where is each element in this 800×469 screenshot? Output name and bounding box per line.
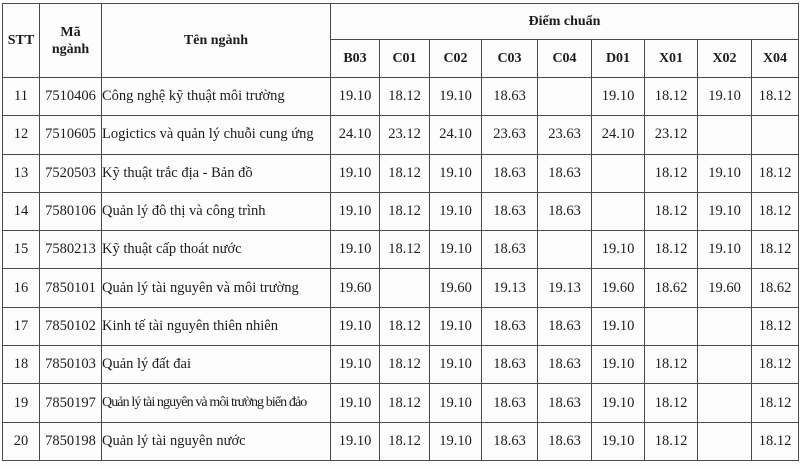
row-major-name: Kinh tế tài nguyên thiên nhiên (102, 307, 331, 345)
score-c02: 19.10 (430, 422, 482, 460)
score-d01: 19.10 (592, 307, 645, 345)
score-c03: 18.63 (482, 192, 538, 230)
score-x04: 18.12 (752, 231, 799, 269)
score-b03: 19.10 (331, 192, 380, 230)
score-c04: 18.63 (538, 154, 592, 192)
table-row (3, 384, 799, 422)
table-row (3, 307, 799, 345)
score-c02: 19.10 (430, 192, 482, 230)
row-stt: 12 (3, 116, 40, 154)
table-row (3, 116, 799, 154)
score-x01: 23.12 (645, 116, 698, 154)
score-x04: 18.12 (752, 346, 799, 384)
header-subject-d01: D01 (592, 40, 645, 78)
score-c02: 19.10 (430, 78, 482, 116)
score-d01 (592, 154, 645, 192)
score-x01: 18.12 (645, 346, 698, 384)
header-subject-c03: C03 (482, 40, 538, 78)
score-c02: 19.10 (430, 231, 482, 269)
score-x02 (698, 384, 752, 422)
score-c02: 19.10 (430, 154, 482, 192)
score-x01 (645, 307, 698, 345)
score-x01: 18.12 (645, 154, 698, 192)
score-d01: 24.10 (592, 116, 645, 154)
header-subject-c02: C02 (430, 40, 482, 78)
score-x04: 18.12 (752, 384, 799, 422)
score-c01: 18.12 (380, 346, 430, 384)
score-c02: 19.10 (430, 346, 482, 384)
score-x02 (698, 422, 752, 460)
score-c03: 18.63 (482, 154, 538, 192)
score-b03: 19.60 (331, 269, 380, 307)
score-d01 (592, 192, 645, 230)
score-b03: 19.10 (331, 422, 380, 460)
header-subject-x01: X01 (645, 40, 698, 78)
score-c03: 18.63 (482, 384, 538, 422)
score-c01: 23.12 (380, 116, 430, 154)
score-c04: 18.63 (538, 346, 592, 384)
row-major-code: 7580213 (40, 231, 102, 269)
admission-scores-table (2, 3, 799, 461)
score-b03: 19.10 (331, 78, 380, 116)
score-c01: 18.12 (380, 154, 430, 192)
score-d01: 19.10 (592, 422, 645, 460)
score-x01: 18.12 (645, 231, 698, 269)
header-code-label: Mã ngành (51, 24, 90, 57)
score-c04 (538, 231, 592, 269)
score-c03: 18.63 (482, 346, 538, 384)
row-stt: 11 (3, 78, 40, 116)
row-major-code: 7850102 (40, 307, 102, 345)
row-major-name: Kỹ thuật cấp thoát nước (102, 231, 331, 269)
table-row (3, 422, 799, 460)
score-c02: 19.10 (430, 384, 482, 422)
score-c03: 18.63 (482, 78, 538, 116)
row-major-name: Logictics và quản lý chuỗi cung ứng (102, 116, 331, 154)
score-x02: 19.10 (698, 154, 752, 192)
score-b03: 19.10 (331, 346, 380, 384)
score-c04: 23.63 (538, 116, 592, 154)
table-header (3, 4, 799, 78)
header-subject-x02: X02 (698, 40, 752, 78)
row-stt: 16 (3, 269, 40, 307)
table-row (3, 192, 799, 230)
score-c04: 18.63 (538, 307, 592, 345)
row-stt: 15 (3, 231, 40, 269)
score-x01: 18.12 (645, 384, 698, 422)
row-stt: 18 (3, 346, 40, 384)
score-d01: 19.60 (592, 269, 645, 307)
score-x01: 18.12 (645, 192, 698, 230)
score-c04 (538, 78, 592, 116)
row-major-code: 7510605 (40, 116, 102, 154)
score-c03: 19.13 (482, 269, 538, 307)
score-x02: 19.60 (698, 269, 752, 307)
score-x02: 19.10 (698, 231, 752, 269)
score-x01: 18.12 (645, 422, 698, 460)
score-c01: 18.12 (380, 78, 430, 116)
score-x04: 18.12 (752, 192, 799, 230)
row-major-code: 7580106 (40, 192, 102, 230)
header-score-group: Điểm chuẩn (331, 4, 799, 40)
score-d01: 19.10 (592, 346, 645, 384)
score-c01: 18.12 (380, 384, 430, 422)
row-major-code: 7510406 (40, 78, 102, 116)
row-major-code: 7850103 (40, 346, 102, 384)
score-x04: 18.62 (752, 269, 799, 307)
header-code (40, 4, 102, 78)
score-c03: 18.63 (482, 231, 538, 269)
score-c03: 23.63 (482, 116, 538, 154)
table-row (3, 269, 799, 307)
row-stt: 14 (3, 192, 40, 230)
score-c04: 18.63 (538, 422, 592, 460)
row-major-code: 7520503 (40, 154, 102, 192)
score-b03: 19.10 (331, 231, 380, 269)
score-c03: 18.63 (482, 422, 538, 460)
score-c02: 19.60 (430, 269, 482, 307)
score-b03: 19.10 (331, 307, 380, 345)
row-major-name: Quản lý đất đai (102, 346, 331, 384)
table-row (3, 231, 799, 269)
row-stt: 20 (3, 422, 40, 460)
table-body (3, 78, 799, 461)
row-major-code: 7850101 (40, 269, 102, 307)
score-c04: 18.63 (538, 192, 592, 230)
score-x04: 18.12 (752, 422, 799, 460)
header-subject-b03: B03 (331, 40, 380, 78)
header-name: Tên ngành (102, 4, 331, 78)
score-x04: 18.12 (752, 307, 799, 345)
row-major-name: Kỹ thuật trắc địa - Bản đồ (102, 154, 331, 192)
score-b03: 19.10 (331, 154, 380, 192)
row-major-name: Công nghệ kỹ thuật môi trường (102, 78, 331, 116)
header-subject-x04: X04 (752, 40, 799, 78)
score-c01: 18.12 (380, 231, 430, 269)
score-c01: 18.12 (380, 307, 430, 345)
score-x02 (698, 346, 752, 384)
score-c03: 18.63 (482, 307, 538, 345)
score-b03: 24.10 (331, 116, 380, 154)
row-major-name: Quản lý tài nguyên nước (102, 422, 331, 460)
header-stt: STT (3, 4, 40, 78)
score-d01: 19.10 (592, 384, 645, 422)
score-c01: 18.12 (380, 422, 430, 460)
score-x02 (698, 116, 752, 154)
row-stt: 19 (3, 384, 40, 422)
score-x02: 19.10 (698, 192, 752, 230)
header-subject-c01: C01 (380, 40, 430, 78)
score-c04: 18.63 (538, 384, 592, 422)
score-d01: 19.10 (592, 78, 645, 116)
row-major-name: Quản lý tài nguyên và môi trường biển đảo (102, 384, 331, 422)
row-stt: 17 (3, 307, 40, 345)
score-c01 (380, 269, 430, 307)
table-row (3, 154, 799, 192)
row-major-name: Quản lý đô thị và công trình (102, 192, 331, 230)
score-x02: 19.10 (698, 78, 752, 116)
score-x04: 18.12 (752, 78, 799, 116)
score-x04: 18.12 (752, 154, 799, 192)
row-major-code: 7850198 (40, 422, 102, 460)
score-x04 (752, 116, 799, 154)
score-b03: 19.10 (331, 384, 380, 422)
table-row (3, 78, 799, 116)
score-c01: 18.12 (380, 192, 430, 230)
score-x02 (698, 307, 752, 345)
score-c02: 24.10 (430, 116, 482, 154)
score-d01: 19.10 (592, 231, 645, 269)
row-major-name: Quản lý tài nguyên và môi trường (102, 269, 331, 307)
score-c04: 19.13 (538, 269, 592, 307)
row-stt: 13 (3, 154, 40, 192)
row-major-code: 7850197 (40, 384, 102, 422)
table-row (3, 346, 799, 384)
header-subject-c04: C04 (538, 40, 592, 78)
score-x01: 18.12 (645, 78, 698, 116)
score-x01: 18.62 (645, 269, 698, 307)
score-c02: 19.10 (430, 307, 482, 345)
